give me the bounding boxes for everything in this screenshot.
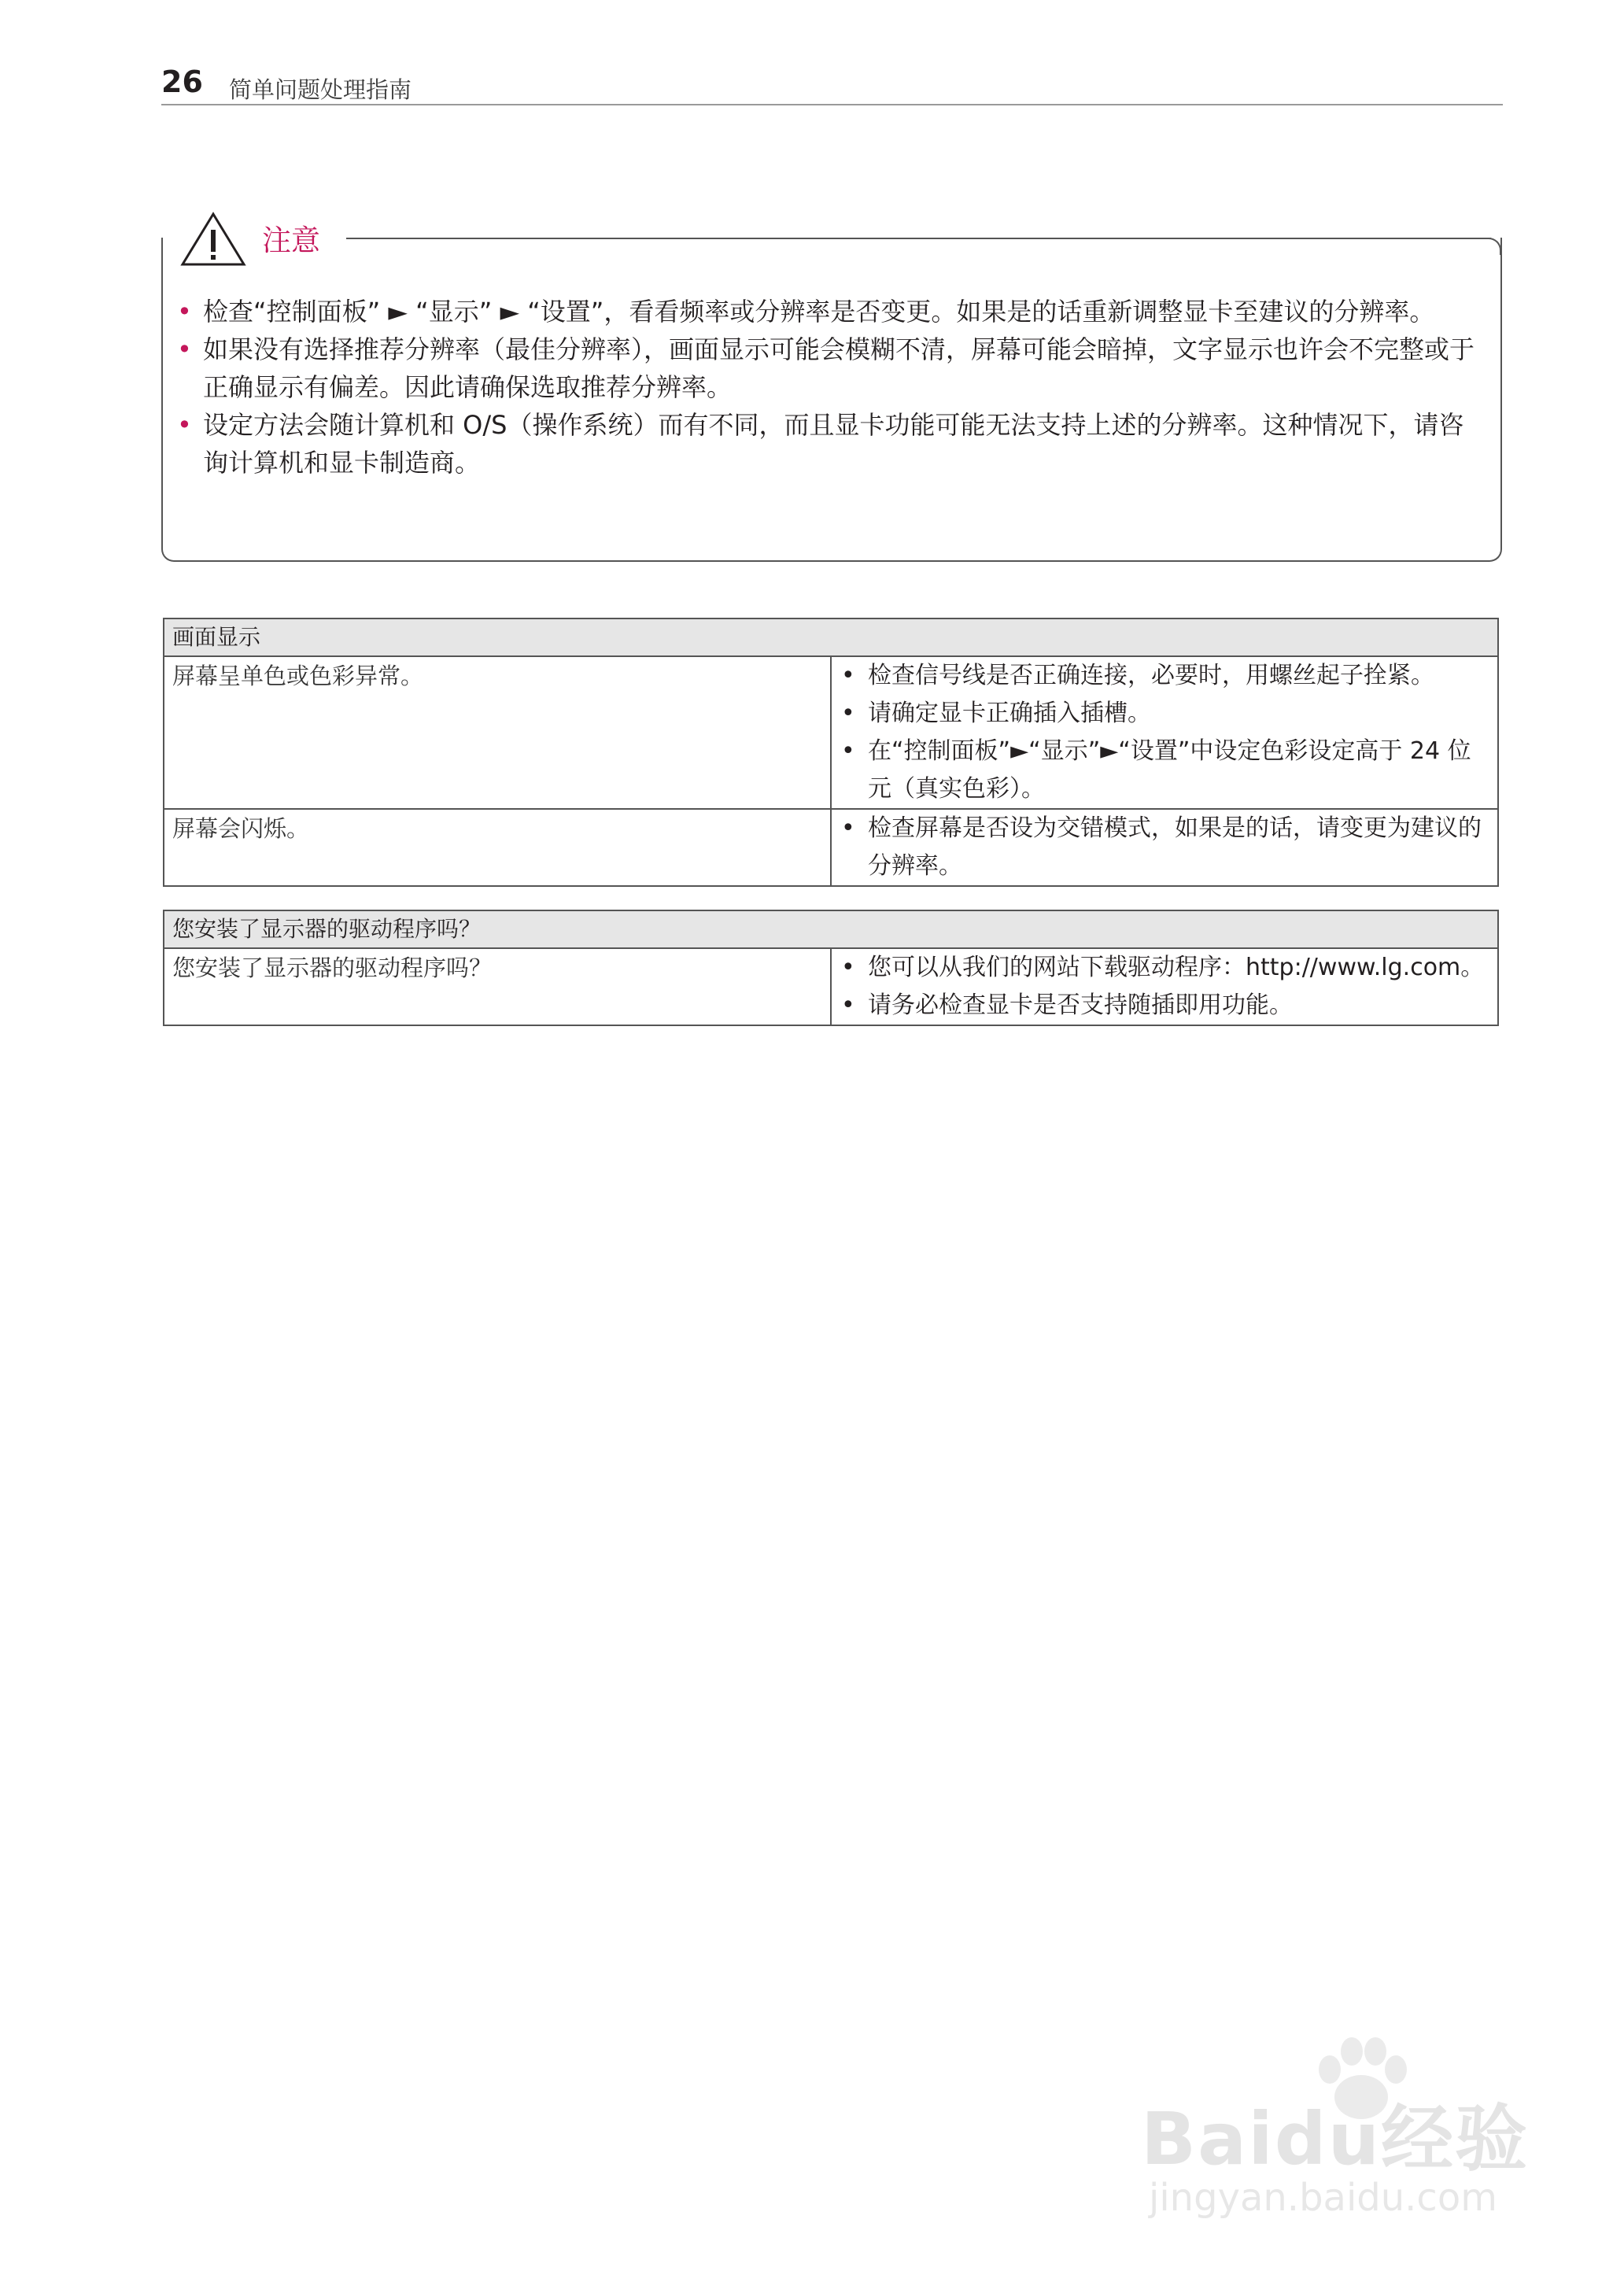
bullet: • xyxy=(177,334,192,364)
solution-text: 请确定显卡正确插入插槽。 xyxy=(868,700,1151,727)
watermark-brand: Baidu经验 xyxy=(1141,2097,1530,2181)
caution-text: 如果没有选择推荐分辨率（最佳分辨率），画面显示可能会模糊不清，屏幕可能会暗掉，文字显示也许会不完整或于正确显示有偏差。因此请确保选取推荐分辨率。 xyxy=(203,334,1475,402)
page-title: 简单问题处理指南 xyxy=(229,76,412,103)
driver-table xyxy=(163,910,1499,1026)
solution-text: 请务必检查显卡是否支持随插即用功能。 xyxy=(868,991,1293,1019)
warning-triangle-icon xyxy=(179,211,247,268)
table-header: 画面显示 xyxy=(164,618,1498,656)
bullet: • xyxy=(177,297,192,327)
solution-text: 在“控制面板”►“显示”►“设置”中设定色彩设定高于 24 位元（真实色彩）。 xyxy=(868,737,1471,803)
page-header xyxy=(161,65,1503,105)
bullet: • xyxy=(841,737,855,765)
bullet: • xyxy=(841,991,855,1019)
page-number: 26 xyxy=(161,65,203,99)
caution-border-top xyxy=(346,238,1491,239)
display-table xyxy=(163,618,1499,887)
table-row xyxy=(164,656,1498,809)
problem-cell: 屏幕呈单色或色彩异常。 xyxy=(164,656,831,809)
solution-item xyxy=(840,733,1489,808)
solution-item xyxy=(840,949,1489,987)
baidu-watermark xyxy=(1141,2034,1534,2223)
caution-list xyxy=(177,293,1483,482)
table-header: 您安装了显示器的驱动程序吗？ xyxy=(164,910,1498,948)
caution-text: 设定方法会随计算机和 O/S（操作系统）而有不同，而且显卡功能可能无法支持上述的分辨率。这种情况下，请咨询计算机和显卡制造商。 xyxy=(203,410,1464,478)
caution-title: 注意 xyxy=(262,223,320,257)
solution-item xyxy=(840,987,1489,1025)
caution-item xyxy=(177,330,1483,406)
problem-cell: 屏幕会闪烁。 xyxy=(164,809,831,886)
problem-cell: 您安装了显示器的驱动程序吗？ xyxy=(164,948,831,1025)
bullet: • xyxy=(841,954,855,981)
bullet: • xyxy=(841,814,855,842)
caution-item xyxy=(177,293,1483,330)
solution-text: 检查信号线是否正确连接，必要时，用螺丝起子拴紧。 xyxy=(868,662,1434,689)
bullet: • xyxy=(841,700,855,727)
solution-cell xyxy=(831,809,1498,886)
bullet: • xyxy=(841,662,855,689)
watermark-url: jingyan.baidu.com xyxy=(1149,2176,1497,2220)
solution-item xyxy=(840,695,1489,733)
caution-item xyxy=(177,406,1483,482)
solution-cell xyxy=(831,656,1498,809)
solution-item xyxy=(840,657,1489,695)
solution-text: 检查屏幕是否设为交错模式，如果是的话，请变更为建议的分辨率。 xyxy=(868,814,1482,880)
solution-text: 您可以从我们的网站下载驱动程序：http://www.lg.com。 xyxy=(868,954,1485,981)
table-row xyxy=(164,809,1498,886)
solution-item xyxy=(840,810,1489,885)
caution-text: 检查“控制面板” ► “显示” ► “设置”，看看频率或分辨率是否变更。如果是的话重新调整显卡至建议的分辨率。 xyxy=(203,297,1435,327)
table-row xyxy=(164,948,1498,1025)
bullet: • xyxy=(177,410,192,440)
solution-cell xyxy=(831,948,1498,1025)
